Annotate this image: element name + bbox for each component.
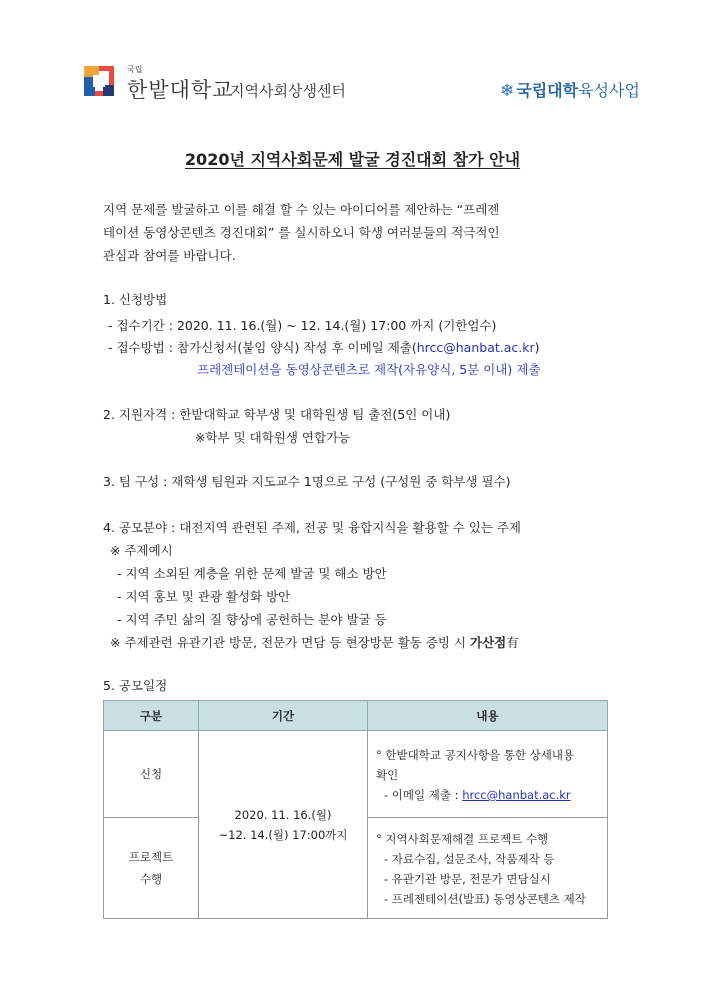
content-line: - 프레젠테이션(발표) 동영상콘텐츠 제작 [384,892,586,906]
logo-center-name: 지역사회상생센터 [230,82,346,100]
university-logo-icon [84,66,114,96]
title-text: 2020년 지역사회문제 발굴 경진대회 참가 안내 [184,150,521,169]
page-header [0,0,705,115]
page-title [0,147,705,170]
category-cell [104,818,199,919]
schedule-table [103,700,608,919]
partner-bold-text: 국립대학 [516,81,579,100]
column-header: 기간 [199,701,368,731]
content-line: - 자료수집, 설문조사, 작품제작 등 [384,852,555,866]
content-line: - 유관기관 방문, 전문가 면담실시 [384,872,551,886]
category-line: 프로젝트 [128,850,174,864]
intro-line: 테이션 동영상콘텐츠 경진대회” 를 실시하오니 학생 여러분들의 적극적인 [103,225,500,240]
section-2-note: ※학부 및 대학원생 연합가능 [195,430,351,445]
partner-rest-text: 육성사업 [578,81,640,100]
content-email-line [376,785,599,805]
email-prefix: - 이메일 제출 : [384,788,463,802]
table-email-link[interactable]: hrcc@hanbat.ac.kr [462,788,571,802]
period-cell [199,731,368,919]
category-cell: 신청 [104,731,199,818]
logo-small-text: 국립 [127,65,143,74]
bonus-bold: 가산점 [470,635,507,650]
topic-examples-heading: ※ 주제예시 [110,543,173,558]
column-header: 구분 [104,701,199,731]
application-period: - 접수기간 : 2020. 11. 16.(월) ~ 12. 14.(월) 17:00 까지 (기한엄수) [108,318,497,333]
method-suffix: ) [534,340,540,355]
content-cell [368,731,608,818]
topic-example: - 지역 주민 삶의 질 향상에 공헌하는 분야 발굴 등 [117,612,387,627]
content-line: ° 한밭대학교 공지사항을 통한 상세내용 [376,748,575,762]
column-header: 내용 [368,701,608,731]
section-2-eligibility: 2. 지원자격 : 한밭대학교 학부생 및 대학원생 팀 출전(5인 이내) [103,407,451,422]
table-header-row [104,701,608,731]
email-link[interactable]: hrcc@hanbat.ac.kr [416,340,535,355]
content-cell [368,818,608,919]
method-prefix: - 접수방법 : 참가신청서(붙임 양식) 작성 후 이메일 제출( [108,340,417,355]
period-line: 2020. 11. 16.(월) [234,807,332,822]
intro-line: 지역 문제를 발굴하고 이를 해결 할 수 있는 아이디어를 제안하는 “프레젠 [103,202,500,217]
intro-paragraph [103,198,608,267]
content-line: ° 지역사회문제해결 프로젝트 수행 [376,832,549,846]
intro-line: 관심과 참여를 바랍니다. [103,248,236,263]
application-method [108,338,540,356]
section-1-heading: 1. 신청방법 [103,292,168,307]
bonus-note [110,633,519,651]
snowflake-icon: ❄ [500,81,515,101]
topic-example: - 지역 홍보 및 관광 활성화 방안 [117,589,291,604]
content-line: 확인 [376,768,399,782]
method-line-2: 프레젠테이션을 동영상콘텐츠로 제작(자유양식, 5분 이내) 제출 [197,362,541,377]
logo-university-name: 한밭대학교 [127,78,234,102]
bonus-suffix: 有 [506,635,519,650]
partner-logo [500,78,640,101]
section-4-field: 4. 공모분야 : 대전지역 관련된 주제, 전공 및 융합지식을 활용할 수 있는 주제 [103,520,521,535]
topic-example: - 지역 소외된 계층을 위한 문제 발굴 및 해소 방안 [117,566,387,581]
table-row [104,731,608,818]
section-3-team: 3. 팀 구성 : 재학생 팀원과 지도교수 1명으로 구성 (구성원 중 학부생 필수) [103,474,511,489]
category-line: 수행 [139,872,163,886]
section-5-heading: 5. 공모일정 [103,678,168,693]
bonus-prefix: ※ 주제관련 유관기관 방문, 전문가 면담 등 현장방문 활동 증빙 시 [110,635,471,650]
period-line: ~12. 14.(월) 17:00까지 [218,827,348,842]
